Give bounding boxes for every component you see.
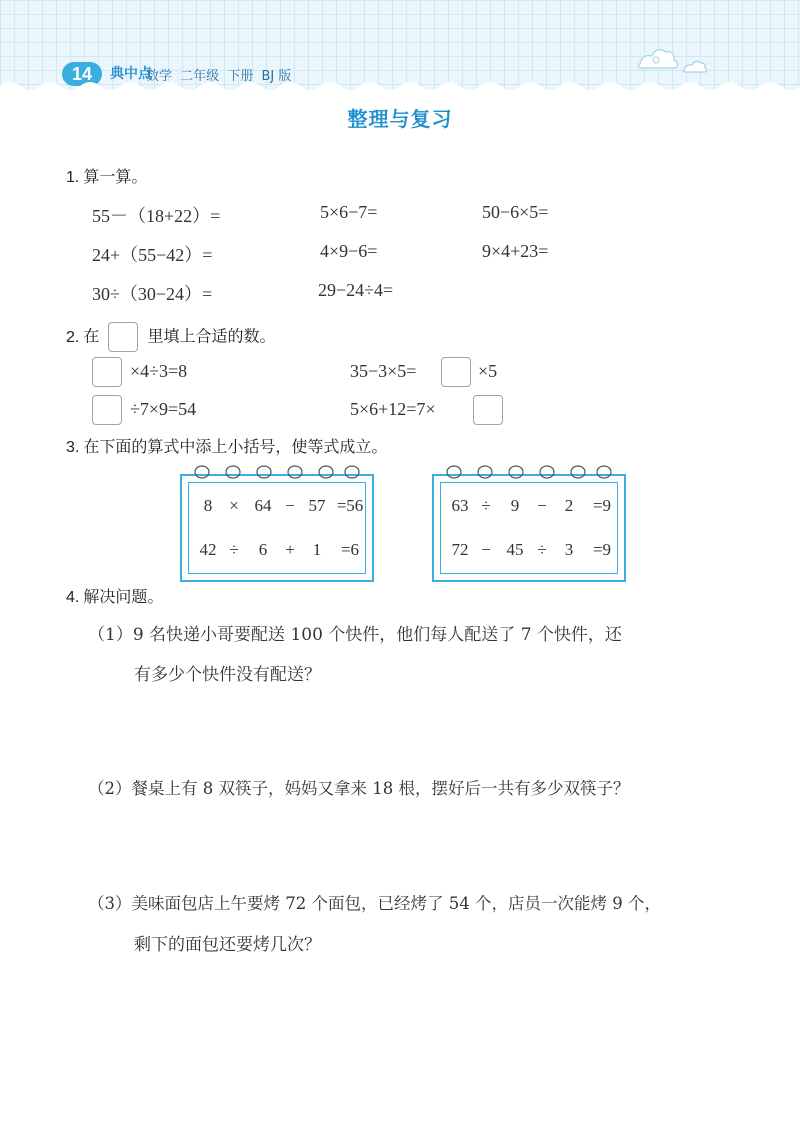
operator: ÷ — [537, 540, 547, 559]
operator: − — [481, 540, 491, 559]
edition-label: BJ 版 — [261, 69, 292, 84]
notebook-card-2 — [432, 474, 626, 582]
section-1-number: 1. — [66, 169, 80, 186]
result: =56 — [336, 496, 364, 515]
word-problem-1-line-1: （1）9 名快递小哥要配送 100 个快件，他们每人配送了 7 个快件，还 — [88, 625, 622, 645]
result: =9 — [592, 496, 612, 515]
operand: 45 — [506, 540, 524, 559]
equation-row — [448, 540, 620, 560]
answer-box[interactable] — [92, 357, 122, 387]
cloud-icon — [632, 40, 712, 76]
section-4-label: 解决问题。 — [83, 587, 164, 606]
calc-expression: 29−24÷4= — [318, 280, 394, 300]
operator: − — [537, 496, 547, 515]
notebook-card-1 — [180, 474, 374, 582]
calc-expression: 30÷（30−24）= — [92, 284, 213, 304]
calc-expression: 5×6−7= — [320, 202, 378, 222]
word-problem-1-line-2: 有多少个快件没有配送？ — [134, 665, 321, 685]
fill-expression: ÷7×9=54 — [130, 399, 197, 419]
notebook-rings — [434, 464, 624, 484]
operator: ÷ — [481, 496, 491, 515]
brand-logo: 典中点 — [110, 65, 152, 81]
section-3-number: 3. — [66, 439, 80, 456]
operand: 3 — [564, 540, 574, 559]
word-problem-3-line-2: 剩下的面包还要烤几次？ — [134, 935, 321, 955]
operator: − — [285, 496, 295, 515]
volume-label: 下册 — [227, 69, 254, 84]
answer-box-sample — [108, 322, 138, 352]
answer-box[interactable] — [441, 357, 471, 387]
operand: 57 — [308, 496, 326, 515]
equation-row — [196, 540, 368, 560]
answer-box[interactable] — [473, 395, 503, 425]
operand: 42 — [199, 540, 217, 559]
operator: × — [229, 496, 239, 515]
section-2-label-after: 里填上合适的数。 — [147, 326, 276, 346]
calc-expression: 50−6×5= — [482, 202, 549, 222]
section-1-label: 算一算。 — [83, 167, 148, 186]
section-4-heading — [66, 584, 163, 607]
section-2-label-before: 在 — [83, 326, 100, 346]
fill-expression: 5×6+12=7× — [350, 399, 436, 419]
operator: + — [285, 540, 295, 559]
calc-expression: 24+（55−42）= — [92, 245, 213, 265]
fill-expression: 35−3×5= — [350, 361, 417, 381]
operand: 2 — [564, 496, 574, 515]
section-2-heading — [66, 322, 276, 352]
section-1-heading — [66, 164, 147, 187]
operand: 64 — [254, 496, 272, 515]
section-4-number: 4. — [66, 589, 80, 606]
calc-expression: 55－（18+22）= — [92, 206, 221, 226]
result: =9 — [592, 540, 612, 559]
fill-expression: ×5 — [478, 361, 498, 381]
operator: ÷ — [229, 540, 239, 559]
operand: 63 — [451, 496, 469, 515]
operand: 1 — [312, 540, 322, 559]
word-problem-3-line-1: （3）美味面包店上午要烤 72 个面包，已经烤了 54 个，店员一次能烤 9 个， — [88, 894, 661, 913]
grade-label: 二年级 — [180, 69, 220, 84]
section-3-heading — [66, 434, 387, 457]
operand: 8 — [203, 496, 213, 515]
section-2-number: 2. — [66, 328, 80, 346]
notebook-rings — [182, 464, 372, 484]
operand: 9 — [510, 496, 520, 515]
result: =6 — [340, 540, 360, 559]
fill-expression: ×4÷3=8 — [130, 361, 188, 381]
operand: 6 — [258, 540, 268, 559]
header-wave-divider — [0, 78, 800, 102]
operand: 72 — [451, 540, 469, 559]
page-header — [0, 0, 800, 100]
calc-expression: 4×9−6= — [320, 241, 378, 261]
word-problem-2: （2）餐桌上有 8 双筷子，妈妈又拿来 18 根，摆好后一共有多少双筷子？ — [88, 779, 630, 798]
subject-label: 数学 — [146, 69, 173, 84]
equation-row — [196, 496, 368, 516]
page-number-badge: 14 — [62, 62, 102, 86]
page-title: 整理与复习 — [347, 107, 453, 131]
calc-expression: 9×4+23= — [482, 241, 549, 261]
answer-box[interactable] — [92, 395, 122, 425]
section-3-label: 在下面的算式中添上小括号，使等式成立。 — [83, 437, 388, 456]
equation-row — [448, 496, 620, 516]
